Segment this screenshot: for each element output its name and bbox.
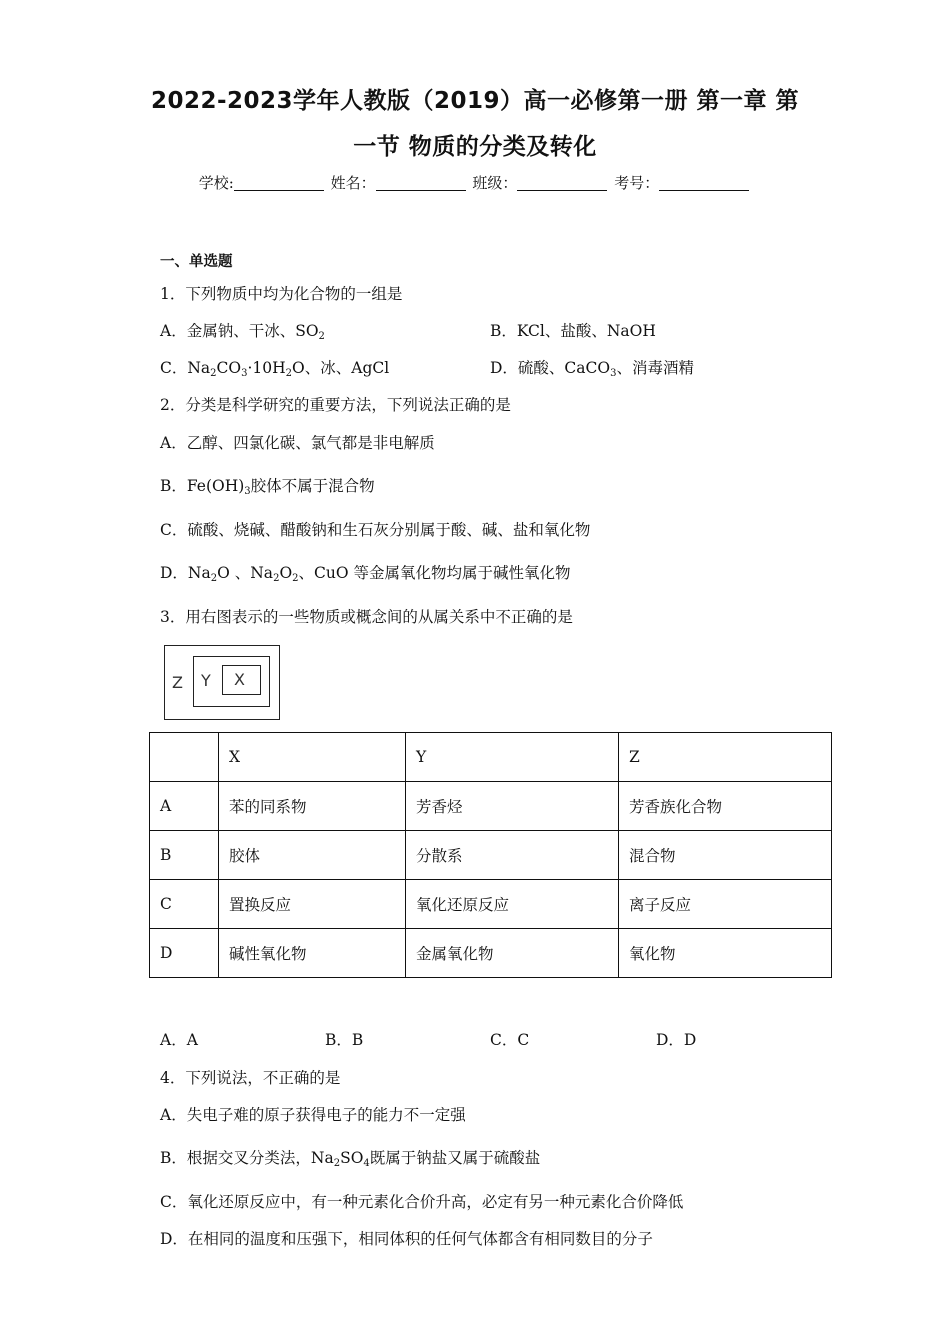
diagram-label-z: Z [172, 673, 183, 692]
table-cell: 胶体 [219, 831, 406, 880]
table-cell: 芳香烃 [406, 782, 619, 831]
table-row [150, 782, 832, 831]
q2-option-c: C．硫酸、烧碱、醋酸钠和生石灰分别属于酸、碱、盐和氧化物 [160, 521, 591, 539]
document-title-line1: 2022-2023学年人教版（2019）高一必修第一册 第一章 第 [150, 88, 800, 114]
document-title-line2: 一节 物质的分类及转化 [353, 134, 597, 160]
q3-option-b: B．B [325, 1031, 364, 1049]
table-cell: 分散系 [406, 831, 619, 880]
table-cell: 置换反应 [219, 880, 406, 929]
table-cell: 芳香族化合物 [619, 782, 832, 831]
table-cell: 氧化物 [619, 929, 832, 978]
table-cell: 金属氧化物 [406, 929, 619, 978]
diagram-label-y: Y [201, 671, 211, 690]
section-heading: 一、单选题 [160, 254, 233, 270]
table-cell: D [150, 929, 219, 978]
table-header-row [150, 733, 832, 782]
q4-option-d: D．在相同的温度和压强下，相同体积的任何气体都含有相同数目的分子 [160, 1230, 653, 1248]
q3-option-c: C．C [490, 1031, 530, 1049]
q1-option-d: D．硫酸、CaCO$_3$、消毒酒精 [490, 359, 694, 379]
q2-option-d: D．$Na_2O$ 、$Na_2O_2$、CuO 等金属氧化物均属于碱性氧化物 [160, 564, 571, 584]
school-blank[interactable] [234, 176, 324, 191]
school-label: 学校: [198, 174, 234, 192]
table-cell [150, 733, 219, 782]
class-blank[interactable] [517, 176, 607, 191]
diagram-label-x: X [234, 670, 245, 689]
q3-option-a: A．A [160, 1031, 198, 1049]
q4-stem: 4．下列说法，不正确的是 [160, 1069, 341, 1087]
q4-option-a: A．失电子难的原子获得电子的能力不一定强 [160, 1106, 466, 1124]
q1-option-c: C．$Na_2CO_3\cdot 10H_2O$、冰、AgCl [160, 359, 390, 379]
number-blank[interactable] [659, 176, 749, 191]
student-info-line [0, 172, 950, 193]
table-cell: 碱性氧化物 [219, 929, 406, 978]
table-cell: 苯的同系物 [219, 782, 406, 831]
table-row [150, 831, 832, 880]
q3-option-d: D．D [656, 1031, 697, 1049]
q1-option-a: A．金属钠、干冰、$SO_2$ [160, 322, 325, 342]
table-row [150, 880, 832, 929]
q2-stem: 2．分类是科学研究的重要方法，下列说法正确的是 [160, 396, 511, 414]
table-cell: Y [406, 733, 619, 782]
class-label: 班级： [472, 174, 518, 192]
table-cell: X [219, 733, 406, 782]
q1-option-b: B．KCl、盐酸、NaOH [490, 322, 656, 340]
table-row [150, 929, 832, 978]
q2-option-a: A．乙醇、四氯化碳、氯气都是非电解质 [160, 434, 435, 452]
table-cell: C [150, 880, 219, 929]
table-cell: 混合物 [619, 831, 832, 880]
q2-option-b: B．$Fe(OH)_3$胶体不属于混合物 [160, 477, 375, 497]
table-cell: A [150, 782, 219, 831]
name-label: 姓名： [330, 174, 376, 192]
table-cell: Z [619, 733, 832, 782]
q3-stem: 3．用右图表示的一些物质或概念间的从属关系中不正确的是 [160, 608, 573, 626]
number-label: 考号： [614, 174, 660, 192]
table-cell: 氧化还原反应 [406, 880, 619, 929]
q3-table [149, 732, 832, 978]
q4-option-b: B．根据交叉分类法，$Na_2SO_4$既属于钠盐又属于硫酸盐 [160, 1149, 541, 1169]
name-blank[interactable] [376, 176, 466, 191]
table-cell: B [150, 831, 219, 880]
q1-stem: 1．下列物质中均为化合物的一组是 [160, 285, 403, 303]
q4-option-c: C．氧化还原反应中，有一种元素化合价升高，必定有另一种元素化合价降低 [160, 1193, 684, 1211]
table-cell: 离子反应 [619, 880, 832, 929]
